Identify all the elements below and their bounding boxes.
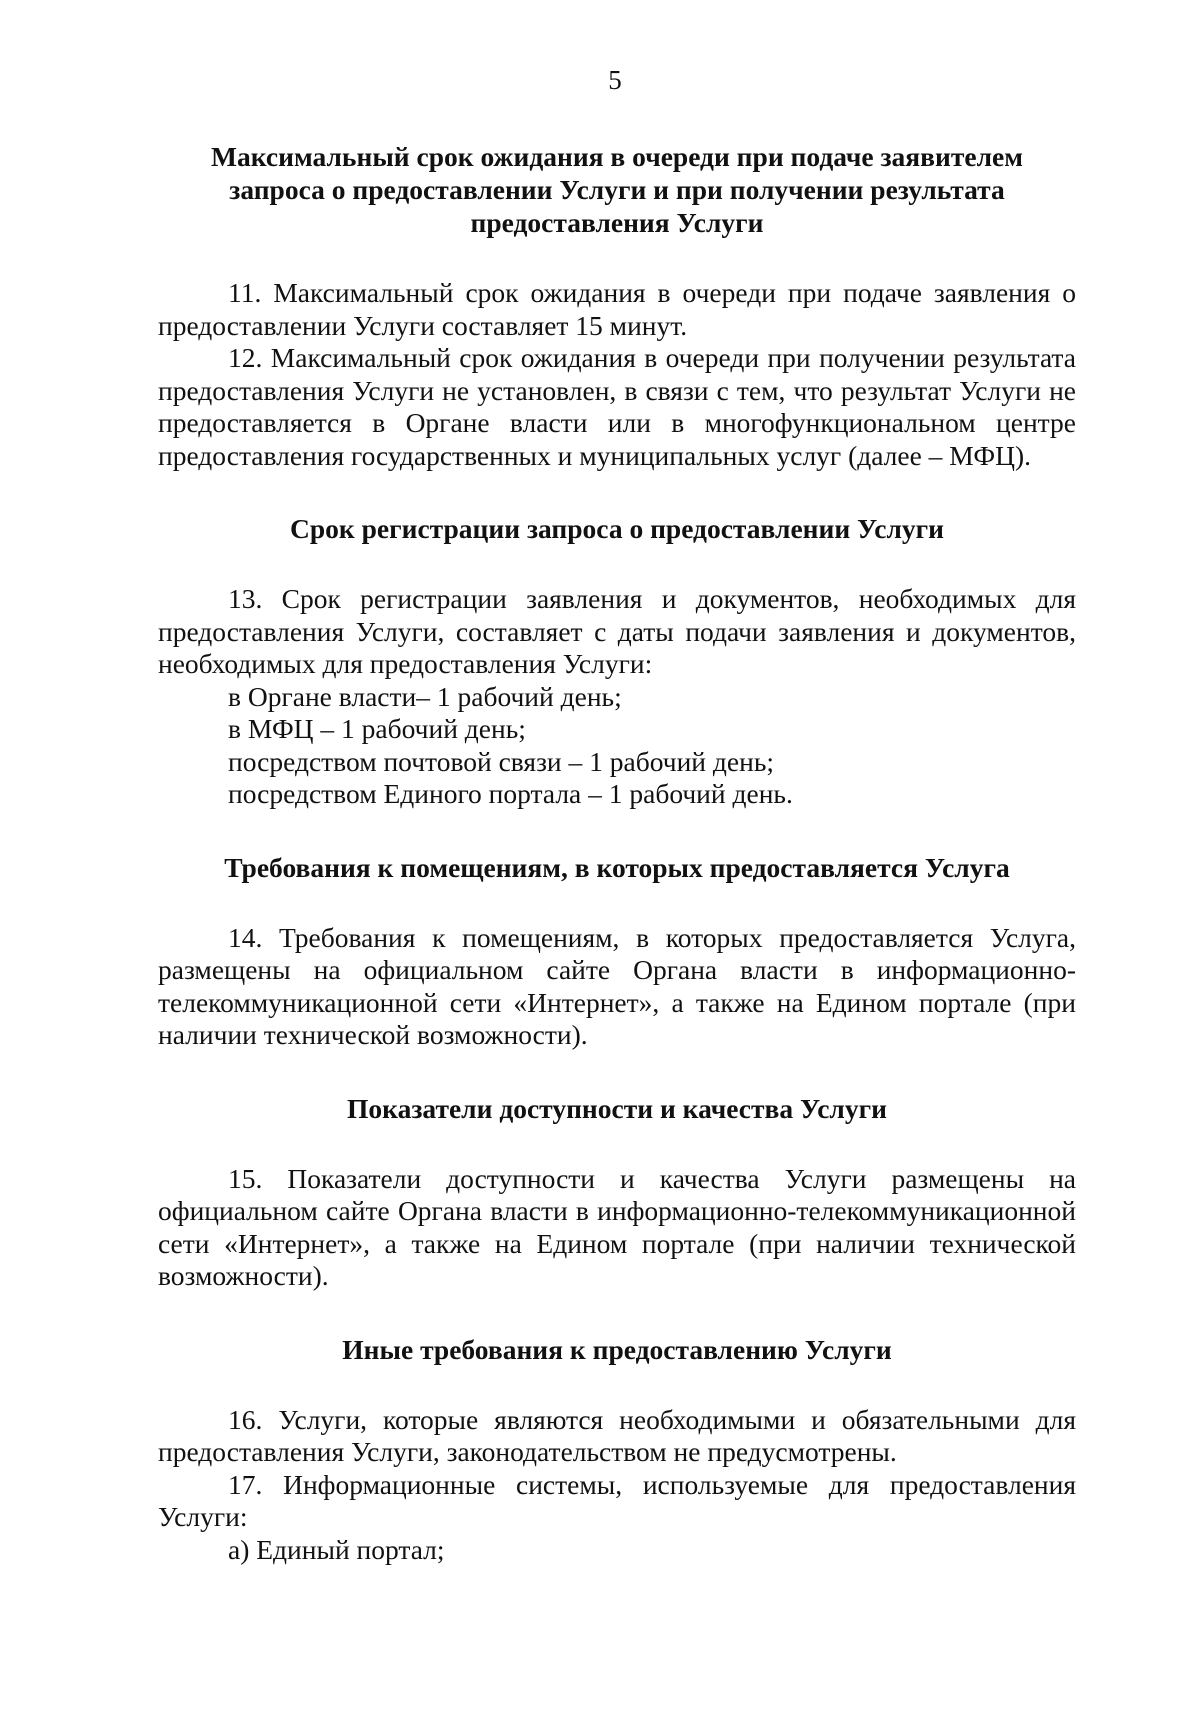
list-item: посредством почтовой связи – 1 рабочий день;	[228, 745, 774, 777]
heading-line: Максимальный срок ожидания в очереди при подаче заявителем	[211, 141, 1023, 172]
document-body	[158, 140, 1076, 1566]
section-heading-registration: Срок регистрации запроса о предоставлении Услуги	[290, 513, 944, 544]
paragraph-11: 11. Максимальный срок ожидания в очереди при подаче заявления о предоставлении Услуги составляет 15 минут.	[158, 277, 1076, 341]
paragraph-16: 16. Услуги, которые являются необходимыми и обязательными для предоставления Услуги, законодательством не предусмотрены.	[158, 1403, 1076, 1467]
heading-line: предоставления Услуги	[470, 207, 764, 238]
list-item: в МФЦ – 1 рабочий день;	[228, 713, 526, 744]
section-heading-waiting-time	[158, 140, 1076, 239]
list-item: посредством Единого портала – 1 рабочий день.	[228, 778, 793, 809]
section-heading-other-requirements: Иные требования к предоставлению Услуги	[342, 1333, 892, 1365]
heading-line: запроса о предоставлении Услуги и при получении результата	[229, 174, 1005, 205]
paragraph-15: 15. Показатели доступности и качества Услуги размещены на официальном сайте Органа власти в информационно-телекоммуникационной сети «Интернет», а также на Едином портале (при наличии технической возможности).	[158, 1162, 1076, 1291]
list-item: в Органе власти– 1 рабочий день;	[228, 680, 622, 712]
page-number: 5	[608, 65, 622, 95]
section-heading-quality-indicators: Показатели доступности и качества Услуги	[347, 1092, 887, 1124]
list-item: а) Единый портал;	[228, 1533, 445, 1565]
paragraph-17: 17. Информационные системы, используемые для предоставления Услуги:	[158, 1468, 1076, 1532]
paragraph-12: 12. Максимальный срок ожидания в очереди при получении результата предоставления Услуги не установлен, в связи с тем, что результат Услуги не предоставляется в Органе власти или в многофункциональном центре предоставления государственных и муниципальных услуг (далее – МФЦ).	[158, 342, 1076, 471]
section-heading-premises: Требования к помещениям, в которых предоставляется Услуга	[224, 851, 1010, 883]
paragraph-13: 13. Срок регистрации заявления и документов, необходимых для предоставления Услуги, составляет с даты подачи заявления и документов, необходимых для предоставления Услуги:	[158, 583, 1076, 679]
paragraph-14: 14. Требования к помещениям, в которых предоставляется Услуга, размещены на официальном сайте Органа власти в информационно-телекоммуникационной сети «Интернет», а также на Едином портале (при наличии технической возможности).	[158, 921, 1076, 1050]
